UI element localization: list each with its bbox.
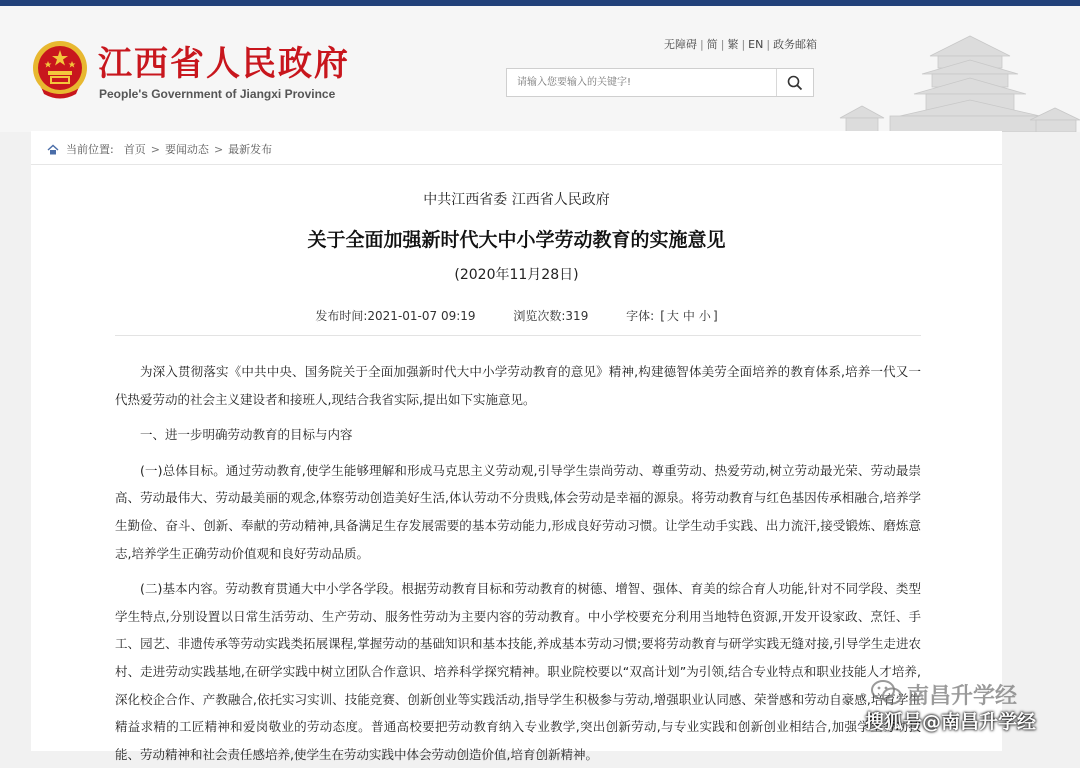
english-link[interactable]: EN [748, 38, 764, 51]
watermark-name: 南昌升学经 [907, 684, 1018, 709]
article-meta [31, 307, 1002, 324]
separator: | [720, 38, 725, 51]
search-icon [787, 75, 803, 91]
bracket: [ [660, 309, 665, 323]
government-mail-link[interactable]: 政务邮箱 [773, 38, 818, 51]
font-medium-button[interactable]: 中 [682, 309, 695, 323]
section-heading: 一、进一步明确劳动教育的目标与内容 [140, 427, 353, 443]
font-large-button[interactable]: 大 [666, 309, 679, 323]
traditional-chinese-link[interactable]: 繁 [727, 38, 739, 51]
breadcrumb-news[interactable]: 要闻动态 [164, 143, 209, 156]
search-button[interactable] [776, 69, 813, 96]
separator: | [741, 38, 746, 51]
meta-divider [115, 335, 921, 336]
watermark-sohu: 搜狐号@南昌升学经 [865, 711, 1037, 733]
view-count: 浏览次数:319 [513, 309, 589, 323]
breadcrumb [47, 141, 272, 157]
search-input[interactable] [507, 69, 785, 96]
article-body [115, 358, 921, 768]
font-small-button[interactable]: 小 [698, 309, 711, 323]
article-paragraph: (一)总体目标。通过劳动教育,使学生能够理解和形成马克思主义劳动观,引导学生崇尚劳动、尊重劳动、热爱劳动,树立劳动最光荣、劳动最崇高、劳动最伟大、劳动最美丽的观念,体察劳动创造美好生活,体认劳动不分贵贱,体会劳动是幸福的源泉。将劳动教育与红色基因传承相融合,培养学生勤俭、奋斗、创新、奉献的劳动精神,具备满足生存发展需要的基本劳动能力,形成良好劳动习惯。让学生动手实践、出力流汗,接受锻炼、磨炼意志,培养学生正确劳动价值观和良好劳动品质。 [115, 462, 921, 561]
site-title[interactable]: 江西省人民政府 [98, 44, 350, 84]
article-paragraph: (二)基本内容。劳动教育贯通大中小学各学段。根据劳动教育目标和劳动教育的树德、增智、强体、育美的综合育人功能,针对不同学段、类型学生特点,分别设置以日常生活劳动、生产劳动、服务性劳动为主要内容的劳动教育。中小学校要充分利用当地特色资源,开发开设家政、烹饪、手工、园艺、非遗传承等劳动实践类拓展课程,掌握劳动的基础知识和基本技能,养成基本劳动习惯;要将劳动教育与研学实践无缝对接,引导学生走进农村、走进劳动实践基地,在研学实践中树立团队合作意识、培养科学探究精神。职业院校要以“双高计划”为引领,结合专业特点和职业技能人才培养,深化校企合作、产教融合,依托实习实训、技能竞赛、创新创业等实践活动,指导学生积极参与劳动,增强职业认同感、荣誉感和劳动自豪感,培育学生精益求精的工匠精神和爱岗敬业的劳动态度。普通高校要把劳动教育纳入专业教学,突出创新劳动,与专业实践和创新创业相结合,加强学生劳动技能、劳动精神和社会责任感培养,使学生在劳动实践中体会劳动创造价值,培育创新精神。 [115, 581, 921, 762]
simplified-chinese-link[interactable]: 简 [706, 38, 718, 51]
site-subtitle: People's Government of Jiangxi Province [99, 87, 336, 101]
article-panel [31, 131, 1002, 762]
article-issuer: 中共江西省委 江西省人民政府 [423, 192, 610, 208]
article-paragraph: 为深入贯彻落实《中共中央、国务院关于全面加强新时代大中小学劳动教育的意见》精神,构建德智体美劳全面培养的教育体系,培养一代又一代热爱劳动的社会主义建设者和接班人,现结合我省实际,提出如下实施意见。 [115, 364, 921, 407]
accessibility-link[interactable]: 无障碍 [664, 38, 697, 51]
national-emblem-icon [31, 39, 89, 101]
top-links [664, 36, 817, 52]
separator: | [766, 38, 771, 51]
article-title: 关于全面加强新时代大中小学劳动教育的实施意见 [307, 229, 726, 251]
publish-time: 发布时间:2021-01-07 09:19 [315, 309, 476, 323]
breadcrumb-divider [31, 164, 1002, 165]
breadcrumb-label: 当前位置: [66, 143, 114, 156]
breadcrumb-separator: > [150, 142, 160, 156]
breadcrumb-home[interactable]: 首页 [123, 143, 146, 156]
tengwang-pavilion-illustration [830, 26, 1080, 132]
separator: | [700, 38, 704, 51]
font-size-label: 字体: [626, 309, 655, 323]
search-box [506, 68, 814, 97]
breadcrumb-separator: > [213, 142, 224, 156]
site-header [0, 6, 1080, 132]
breadcrumb-latest[interactable]: 最新发布 [228, 143, 273, 156]
font-size-switcher [626, 309, 717, 323]
home-icon [47, 144, 59, 155]
bracket: ] [712, 309, 718, 323]
article-date: (2020年11月28日) [454, 267, 579, 283]
